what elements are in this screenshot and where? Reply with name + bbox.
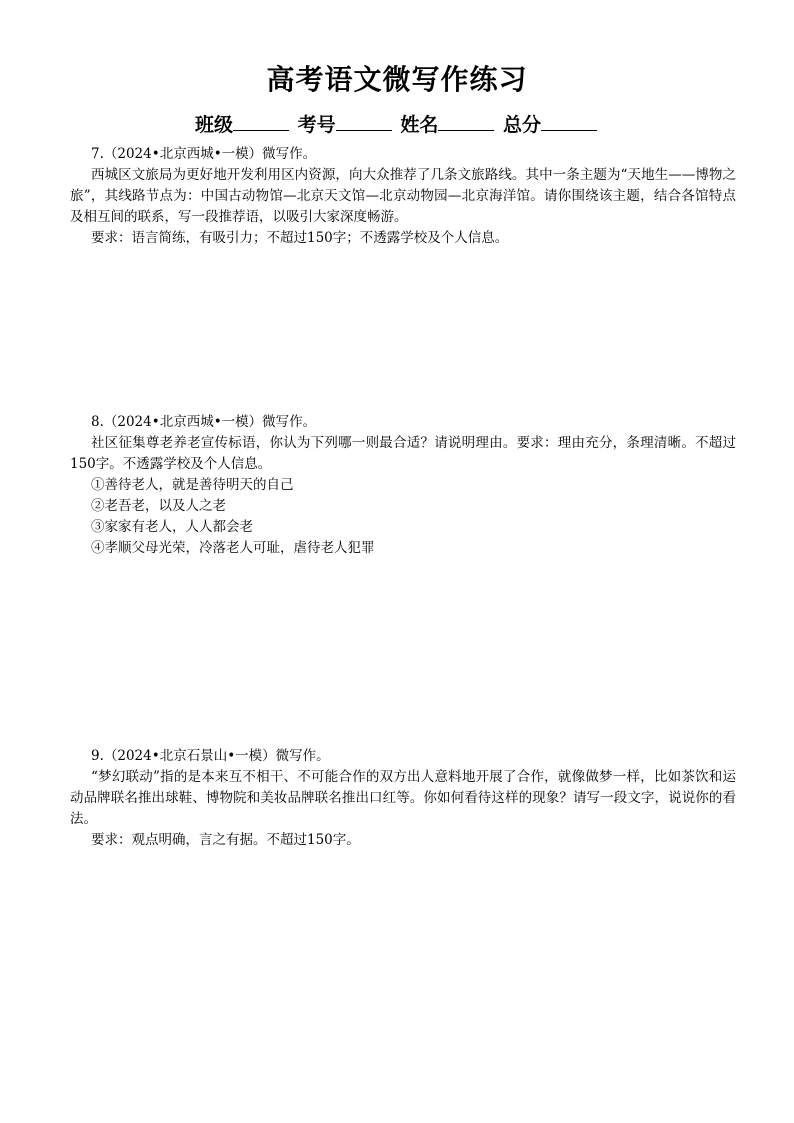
question-heading: 7.（2024•北京西城•一模）微写作。 [91, 146, 317, 162]
question-heading: 9.（2024•北京石景山•一模）微写作。 [91, 748, 330, 764]
class-blank[interactable] [233, 110, 289, 131]
question-prompt: 社区征集尊老养老宣传标语，你认为下列哪一则最合适？请说明理由。要求：理由充分，条理清晰。不超过150字。不透露学校及个人信息。 [70, 435, 736, 472]
exam-number-blank[interactable] [336, 110, 392, 131]
name-label: 姓名 [400, 114, 439, 136]
option-item: ①善待老人，就是善待明天的自己 [91, 477, 294, 493]
question-8 [70, 412, 736, 559]
option-item: ④孝顺父母光荣，冷落老人可耻，虐待老人犯罪 [91, 540, 375, 556]
exam-number-label: 考号 [297, 114, 336, 136]
page-title: 高考语文微写作练习 [266, 63, 528, 96]
question-9 [70, 746, 736, 851]
question-prompt: 西城区文旅局为更好地开发利用区内资源，向大众推荐了几条文旅路线。其中一条主题为“天地生——博物之旅”，其线路节点为：中国古动物馆—北京天文馆—北京动物园—北京海洋馆。请你围绕该主题，结合各馆特点及相互间的联系，写一段推荐语，以吸引大家深度畅游。 [70, 167, 736, 225]
total-score-blank[interactable] [541, 110, 597, 131]
question-heading: 8.（2024•北京西城•一模）微写作。 [91, 414, 317, 430]
name-blank[interactable] [438, 110, 494, 131]
option-item: ②老吾老，以及人之老 [91, 498, 226, 514]
question-requirement: 要求：语言简练，有吸引力；不超过150字；不透露学校及个人信息。 [91, 230, 509, 246]
option-item: ③家家有老人，人人都会老 [91, 519, 253, 535]
class-label: 班级 [195, 114, 234, 136]
total-score-label: 总分 [502, 114, 541, 136]
student-info-line [0, 110, 794, 139]
question-7 [70, 144, 736, 249]
question-requirement: 要求：观点明确，言之有据。不超过150字。 [91, 832, 360, 848]
question-prompt: “梦幻联动”指的是本来互不相干、不可能合作的双方出人意料地开展了合作，就像做梦一样，比如茶饮和运动品牌联名推出球鞋、博物院和美妆品牌联名推出口红等。你如何看待这样的现象？请写一段文字，说说你的看法。 [70, 769, 736, 827]
